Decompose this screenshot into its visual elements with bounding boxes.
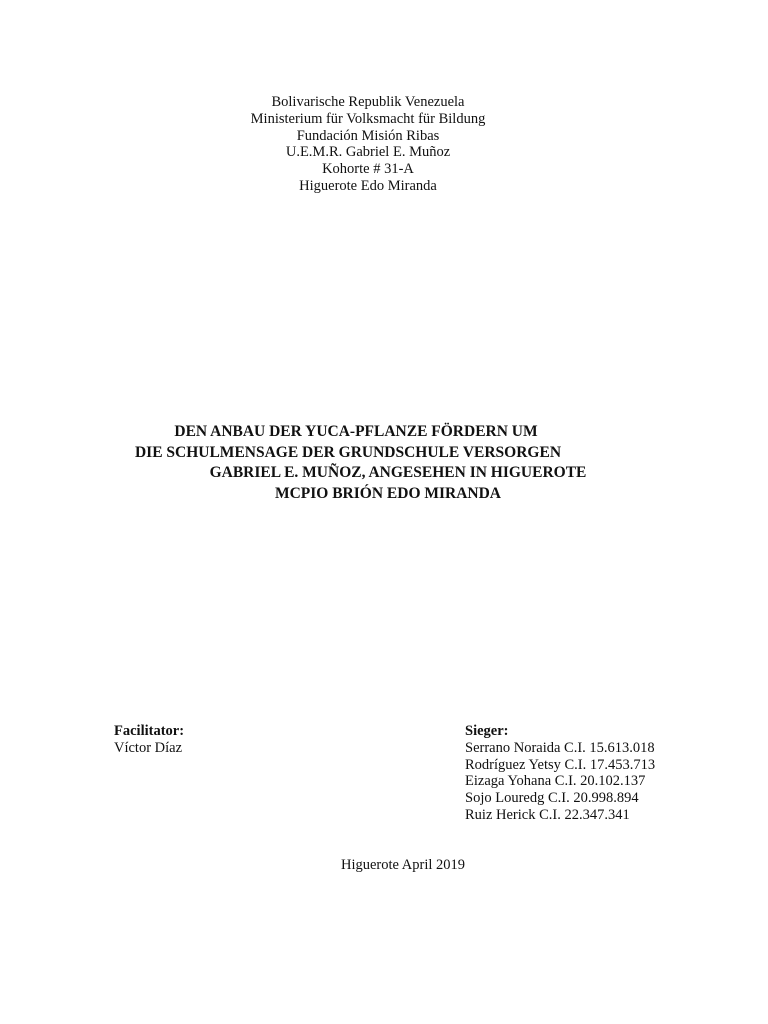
facilitator-section — [114, 723, 184, 757]
winner-name: Rodríguez Yetsy C.I. 17.453.713 — [465, 756, 656, 773]
institution-header — [0, 94, 736, 195]
title-line-4: MCPIO BRIÓN EDO MIRANDA — [274, 484, 502, 502]
document-title — [0, 422, 736, 504]
winner-name: Ruiz Herick C.I. 22.347.341 — [465, 806, 630, 823]
winners-section — [465, 723, 655, 824]
title-line-2: DIE SCHULMENSAGE DER GRUNDSCHULE VERSORGEN — [134, 443, 562, 461]
winner-name: Sojo Louredg C.I. 20.998.894 — [465, 790, 639, 807]
header-line-school: U.E.M.R. Gabriel E. Muñoz — [285, 144, 451, 161]
place-date: Higuerote April 2019 — [340, 857, 466, 873]
header-line-country: Bolivarische Republik Venezuela — [271, 94, 465, 110]
winner-name: Serrano Noraida C.I. 15.613.018 — [465, 739, 655, 756]
header-line-location: Higuerote Edo Miranda — [299, 177, 437, 194]
header-line-cohort: Kohorte # 31-A — [322, 161, 414, 178]
facilitator-label: Facilitator: — [114, 723, 185, 739]
header-line-ministry: Ministerium für Volksmacht für Bildung — [250, 110, 486, 127]
title-line-3: GABRIEL E. MUÑOZ, ANGESEHEN IN HIGUEROTE — [209, 464, 587, 481]
facilitator-name: Víctor Díaz — [114, 739, 183, 756]
title-line-1: DEN ANBAU DER YUCA-PFLANZE FÖRDERN UM — [174, 423, 538, 440]
winners-label: Sieger: — [465, 723, 509, 739]
winner-name: Eizaga Yohana C.I. 20.102.137 — [465, 773, 646, 790]
header-line-foundation: Fundación Misión Ribas — [296, 127, 440, 144]
